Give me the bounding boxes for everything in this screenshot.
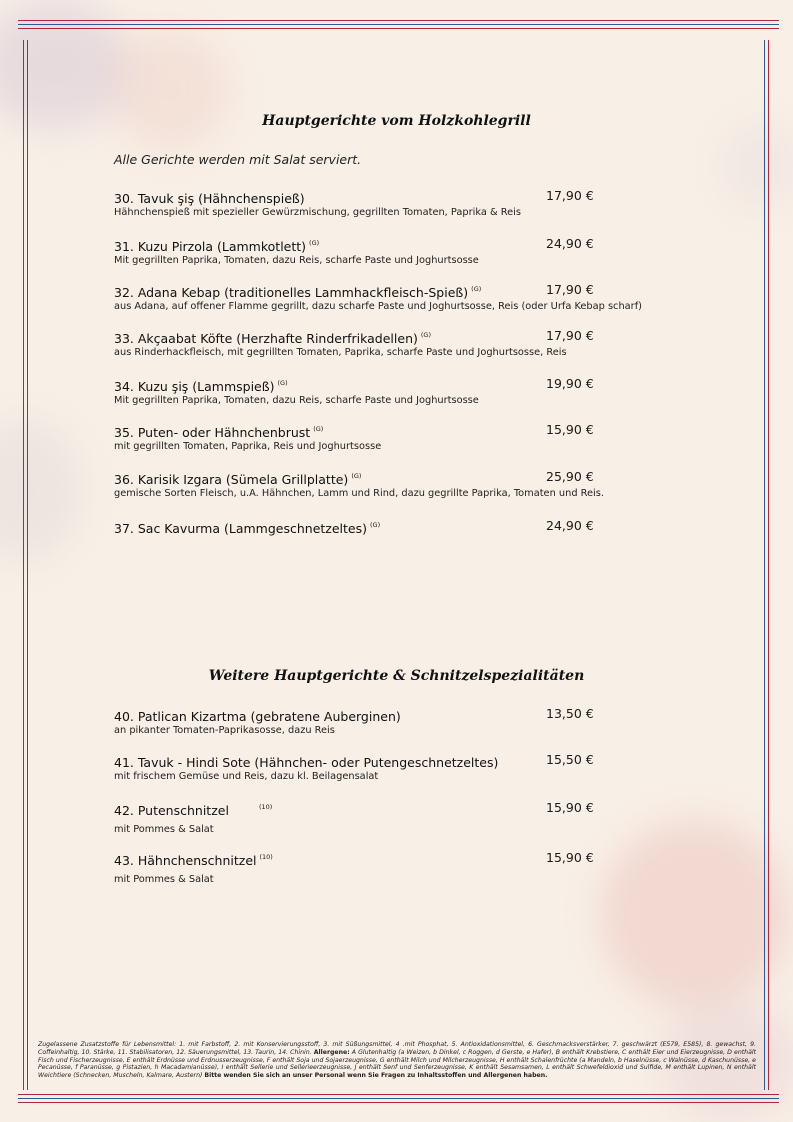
menu-item-header — [114, 518, 634, 536]
menu-item-header — [114, 706, 634, 724]
dish-name: 31. Kuzu Pirzola (Lammkotlett) — [114, 239, 307, 254]
frame-line-top — [18, 20, 779, 21]
dish-name: 32. Adana Kebap (traditionelles Lammhackfleisch-Spieß) — [114, 285, 469, 300]
menu-item-header — [114, 850, 634, 868]
dish-price: 13,50 € — [546, 706, 594, 721]
dish-name: 41. Tavuk - Hindi Sote (Hähnchen- oder Putengeschnetzeltes) — [114, 755, 499, 770]
dish-description: Hähnchenspieß mit spezieller Gewürzmischung, gegrillten Tomaten, Paprika & Reis — [114, 207, 521, 218]
menu-item — [114, 236, 634, 266]
dish-price: 17,90 € — [546, 188, 594, 203]
dish-price: 19,90 € — [546, 376, 594, 391]
menu-item — [114, 518, 634, 536]
frame-line-bottom — [18, 1102, 779, 1103]
dish-description: aus Rinderhackfleisch, mit gegrillten Tomaten, Paprika, scharfe Paste und Joghurtsosse, Reis — [114, 347, 567, 358]
dish-price: 25,90 € — [546, 469, 594, 484]
dish-name: 30. Tavuk şiş (Hähnchenspieß) — [114, 191, 305, 206]
dish-name: 35. Puten- oder Hähnchenbrust — [114, 425, 311, 440]
dish-description: mit Pommes & Salat — [114, 824, 214, 835]
frame-line-left — [27, 40, 28, 1090]
section-title-schnitzel: Weitere Hauptgerichte & Schnitzelspezialitäten — [208, 668, 585, 684]
allergen-footnote — [38, 1041, 756, 1080]
dish-description: Mit gegrillten Paprika, Tomaten, dazu Reis, scharfe Paste und Joghurtsosse — [114, 395, 479, 406]
menu-item — [114, 469, 634, 499]
dish-price: 15,90 € — [546, 422, 594, 437]
additives-text: Zugelassene Zusatzstoffe für Lebensmittel: 1. mit Farbstoff, 2. mit Konservierungsstoff, 3. mit Süßungsmittel, 4 .mit Phosphat, 5. Antioxidationsmittel, 6. Geschmacksverstärker, 7. geschwärzt (E579, E585), 8. gewachst, 9. Coffeinhaltig, 10. Stärke, 11. Stabilisatoren, 12. Säuerungsmittel, 13. Taurin, 14. Chinin. — [38, 1041, 756, 1056]
frame-line-right — [768, 40, 769, 1090]
allergen-label: Allergene: — [313, 1048, 350, 1056]
menu-item-header — [114, 752, 634, 770]
menu-item — [114, 752, 634, 782]
menu-item-header — [114, 328, 634, 346]
frame-line-bottom — [18, 1098, 779, 1099]
menu-item — [114, 328, 634, 358]
menu-item — [114, 800, 634, 835]
dish-description: aus Adana, auf offener Flamme gegrillt, dazu scharfe Paste und Joghurtsosse, Reis (oder Urfa Kebap scharf) — [114, 301, 642, 312]
allergen-mark: (G) — [370, 520, 381, 529]
dish-name: 36. Karisik Izgara (Sümela Grillplatte) — [114, 472, 349, 487]
allergen-mark: (G) — [351, 471, 362, 480]
intro-note: Alle Gerichte werden mit Salat serviert. — [114, 152, 362, 167]
dish-description: an pikanter Tomaten-Paprikasosse, dazu Reis — [114, 725, 335, 736]
dish-description: mit gegrillten Tomaten, Paprika, Reis und Joghurtsosse — [114, 441, 382, 452]
dish-price: 17,90 € — [546, 328, 594, 343]
frame-line-right — [764, 40, 765, 1090]
frame-line-bottom — [18, 1094, 779, 1095]
dish-name: 34. Kuzu şiş (Lammspieß) — [114, 379, 275, 394]
dish-description: Mit gegrillten Paprika, Tomaten, dazu Reis, scharfe Paste und Joghurtsosse — [114, 255, 479, 266]
dish-name: 33. Akçaabat Köfte (Herzhafte Rinderfrikadellen) — [114, 331, 418, 346]
dish-description: gemische Sorten Fleisch, u.A. Hähnchen, Lamm und Rind, dazu gegrillte Paprika, Tomaten und Reis. — [114, 488, 604, 499]
menu-item — [114, 850, 634, 885]
dish-name: 42. Putenschnitzel — [114, 803, 229, 818]
dish-description: mit frischem Gemüse und Reis, dazu kl. Beilagensalat — [114, 771, 379, 782]
menu-item — [114, 422, 634, 452]
allergen-closing: Bitte wenden Sie sich an unser Personal wenn Sie Fragen zu Inhaltsstoffen und Allergenen haben. — [204, 1072, 548, 1080]
menu-item-header — [114, 800, 634, 818]
dish-name: 37. Sac Kavurma (Lammgeschnetzeltes) — [114, 521, 367, 536]
watercolor-splash — [110, 30, 230, 150]
allergen-mark: (G) — [309, 238, 320, 247]
menu-item-header — [114, 282, 634, 300]
menu-item-header — [114, 422, 634, 440]
dish-name: 43. Hähnchenschnitzel — [114, 853, 257, 868]
dish-price: 24,90 € — [546, 236, 594, 251]
dish-price: 24,90 € — [546, 518, 594, 533]
menu-item — [114, 376, 634, 406]
dish-price: 15,90 € — [546, 850, 594, 865]
dish-price: 17,90 € — [546, 282, 594, 297]
frame-line-top — [18, 28, 779, 29]
frame-line-left — [23, 40, 24, 1090]
watercolor-splash — [0, 420, 80, 560]
dish-name: 40. Patlican Kizartma (gebratene Auberginen) — [114, 709, 401, 724]
frame-line-top — [18, 24, 779, 25]
menu-item-header — [114, 376, 634, 394]
section-title-grill: Hauptgerichte vom Holzkohlegrill — [262, 113, 531, 129]
allergen-mark: (G) — [471, 284, 482, 293]
menu-item-header — [114, 188, 634, 206]
allergen-mark: (G) — [420, 330, 431, 339]
allergen-mark: (G) — [313, 424, 324, 433]
allergen-mark: (G) — [277, 378, 288, 387]
allergen-mark: (10) — [259, 852, 273, 861]
menu-item — [114, 706, 634, 736]
menu-item-header — [114, 469, 634, 487]
dish-description: mit Pommes & Salat — [114, 874, 214, 885]
allergen-text: A Glutenhaltig (a Weizen, b Dinkel, c Roggen, d Gerste, e Hafer), B enthält Krebstiere, C enthält Eier und Eierzeugnisse, D enthält Fisch und Fischerzeugnisse, E enthält Erdnüsse und Erdnusserzeugnisse, F enthält Soja und Sojaerzeugnisse, G enthält Milch und Milcherzeugnisse, H enthält Schalenfrüchte (a Mandeln, b Haselnüsse, c Walnüsse, d Kaschunüsse, e Pecanüsse, f Paranüsse, g Pistazien, h Macadamianüsse), I enthält Sellerie und Sellerieerzeugnisse, J enthält Senf und Senferzeugnisse, K enthält Sesamsamen, L enthält Schwefeldioxid und Sulfide, M enthält Lupinen, N enthält Weichtiere (Schnecken, Muscheln, Kalmare, Austern) — [38, 1048, 757, 1080]
allergen-mark: (10) — [258, 802, 273, 811]
watercolor-splash — [600, 820, 790, 1010]
menu-item-header — [114, 236, 634, 254]
dish-price: 15,50 € — [546, 752, 594, 767]
watercolor-splash — [720, 120, 793, 210]
dish-price: 15,90 € — [546, 800, 594, 815]
menu-item — [114, 188, 634, 218]
menu-item — [114, 282, 642, 312]
